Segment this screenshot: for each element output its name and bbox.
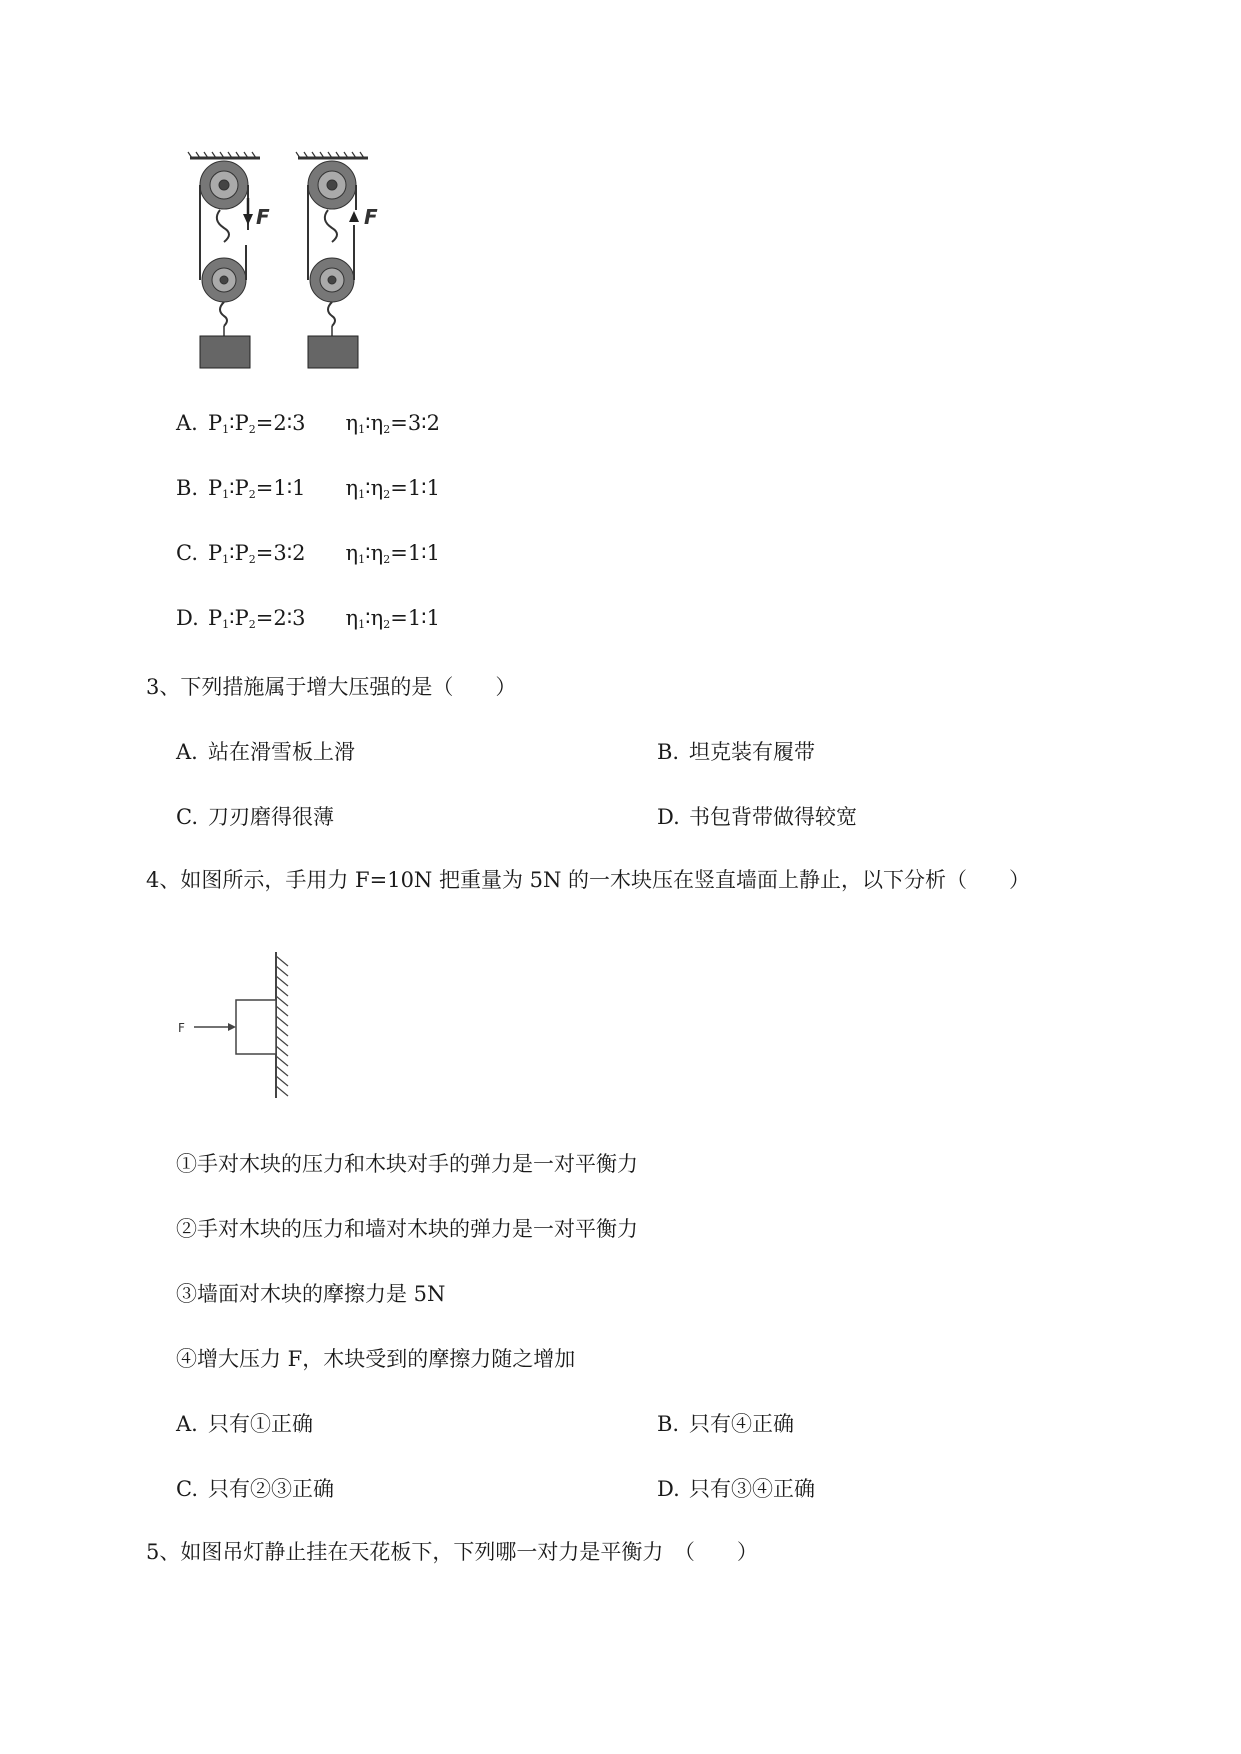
option-letter: D.: [657, 805, 680, 829]
pulley-label-left: F: [256, 205, 270, 229]
q5-stem: 5、如图吊灯静止挂在天花板下，下列哪一对力是平衡力 （ ）: [146, 1540, 758, 1564]
equals-sign: =: [255, 606, 274, 630]
efficiency-symbol: η: [345, 476, 359, 500]
ratio-colon: ∶: [365, 476, 371, 500]
efficiency-ratio: 3∶2: [407, 411, 440, 435]
q4-statement-3: ③墙面对木块的摩擦力是 5N: [176, 1282, 446, 1306]
power-ratio: 2∶3: [273, 411, 306, 435]
subscript-1: 1: [358, 488, 366, 501]
option-letter: C.: [176, 805, 198, 829]
ratio-colon: ∶: [365, 541, 371, 565]
power-symbol: P: [208, 476, 223, 500]
q3-option-c: [176, 804, 334, 830]
power-ratio: 3∶2: [273, 541, 306, 565]
power-symbol: P: [234, 541, 249, 565]
subscript-1: 1: [222, 618, 230, 631]
subscript-1: 1: [222, 423, 230, 436]
efficiency-symbol: η: [370, 476, 384, 500]
subscript-2: 2: [248, 423, 256, 436]
efficiency-symbol: η: [370, 606, 384, 630]
q4-option-c: [176, 1476, 334, 1502]
efficiency-ratio: 1∶1: [407, 476, 440, 500]
option-letter: C.: [176, 1477, 198, 1501]
equals-sign: =: [255, 476, 274, 500]
equals-sign: =: [255, 541, 274, 565]
power-ratio: 1∶1: [273, 476, 306, 500]
q2-option-a: [176, 410, 440, 443]
subscript-2: 2: [248, 488, 256, 501]
option-letter: B.: [176, 476, 199, 500]
subscript-2: 2: [383, 618, 391, 631]
equals-sign: =: [390, 476, 408, 500]
q3-option-d: [657, 804, 857, 830]
efficiency-ratio: 1∶1: [407, 541, 440, 565]
efficiency-symbol: η: [370, 411, 384, 435]
wall-block-figure: [176, 950, 316, 1100]
q2-option-d: [176, 605, 440, 638]
option-text: 书包背带做得较宽: [689, 805, 857, 829]
option-letter: A.: [176, 740, 198, 764]
option-text: 只有②③正确: [208, 1477, 334, 1501]
pulley-system-left: [188, 152, 260, 368]
subscript-1: 1: [222, 553, 230, 566]
option-letter: D.: [176, 606, 199, 630]
option-letter: A.: [176, 1412, 198, 1436]
subscript-1: 1: [222, 488, 230, 501]
q4-statement-1: ①手对木块的压力和木块对手的弹力是一对平衡力: [176, 1152, 638, 1176]
subscript-1: 1: [358, 618, 366, 631]
power-symbol: P: [234, 411, 249, 435]
option-letter: B.: [657, 1412, 680, 1436]
q4-statement-2: ②手对木块的压力和墙对木块的弹力是一对平衡力: [176, 1217, 638, 1241]
option-text: 只有①正确: [208, 1412, 313, 1436]
q3-option-a: [176, 739, 355, 765]
option-text: 只有③④正确: [689, 1477, 815, 1501]
subscript-2: 2: [248, 553, 256, 566]
q4-option-d: [657, 1476, 815, 1502]
force-label: F: [178, 1021, 185, 1035]
subscript-2: 2: [383, 423, 391, 436]
wood-block: [236, 1000, 276, 1054]
ratio-colon: ∶: [229, 411, 235, 435]
q2-option-b: [176, 475, 440, 508]
efficiency-symbol: η: [370, 541, 384, 565]
option-text: 坦克装有履带: [689, 740, 815, 764]
ratio-colon: ∶: [365, 411, 371, 435]
q3-stem: 3、下列措施属于增大压强的是（ ）: [146, 675, 517, 699]
subscript-2: 2: [383, 553, 391, 566]
option-letter: B.: [657, 740, 680, 764]
equals-sign: =: [390, 541, 408, 565]
q4-statement-4: ④增大压力 F，木块受到的摩擦力随之增加: [176, 1347, 576, 1371]
power-symbol: P: [208, 411, 223, 435]
efficiency-symbol: η: [345, 606, 359, 630]
option-text: 刀刃磨得很薄: [208, 805, 334, 829]
option-letter: C.: [176, 541, 198, 565]
pulley-figure: [180, 150, 410, 375]
option-text: 站在滑雪板上滑: [208, 740, 355, 764]
q2-option-c: [176, 540, 440, 573]
subscript-2: 2: [248, 618, 256, 631]
ratio-colon: ∶: [229, 541, 235, 565]
ratio-colon: ∶: [229, 606, 235, 630]
efficiency-symbol: η: [345, 541, 359, 565]
efficiency-symbol: η: [345, 411, 359, 435]
subscript-1: 1: [358, 553, 366, 566]
option-letter: A.: [176, 411, 198, 435]
option-text: 只有④正确: [689, 1412, 794, 1436]
power-symbol: P: [234, 606, 249, 630]
q3-option-b: [657, 739, 815, 765]
subscript-2: 2: [383, 488, 391, 501]
power-ratio: 2∶3: [273, 606, 306, 630]
subscript-1: 1: [358, 423, 366, 436]
q4-option-b: [657, 1411, 794, 1437]
wall-icon: [276, 952, 288, 1098]
equals-sign: =: [255, 411, 274, 435]
q4-stem: 4、如图所示，手用力 F=10N 把重量为 5N 的一木块压在竖直墙面上静止，以下分析（ ）: [146, 868, 1031, 892]
pulley-system-right: [296, 152, 368, 368]
equals-sign: =: [390, 606, 408, 630]
power-symbol: P: [208, 541, 223, 565]
ratio-colon: ∶: [365, 606, 371, 630]
power-symbol: P: [234, 476, 249, 500]
q4-option-a: [176, 1411, 313, 1437]
efficiency-ratio: 1∶1: [407, 606, 440, 630]
power-symbol: P: [208, 606, 223, 630]
ratio-colon: ∶: [229, 476, 235, 500]
pulley-label-right: F: [364, 205, 378, 229]
option-letter: D.: [657, 1477, 680, 1501]
equals-sign: =: [390, 411, 408, 435]
